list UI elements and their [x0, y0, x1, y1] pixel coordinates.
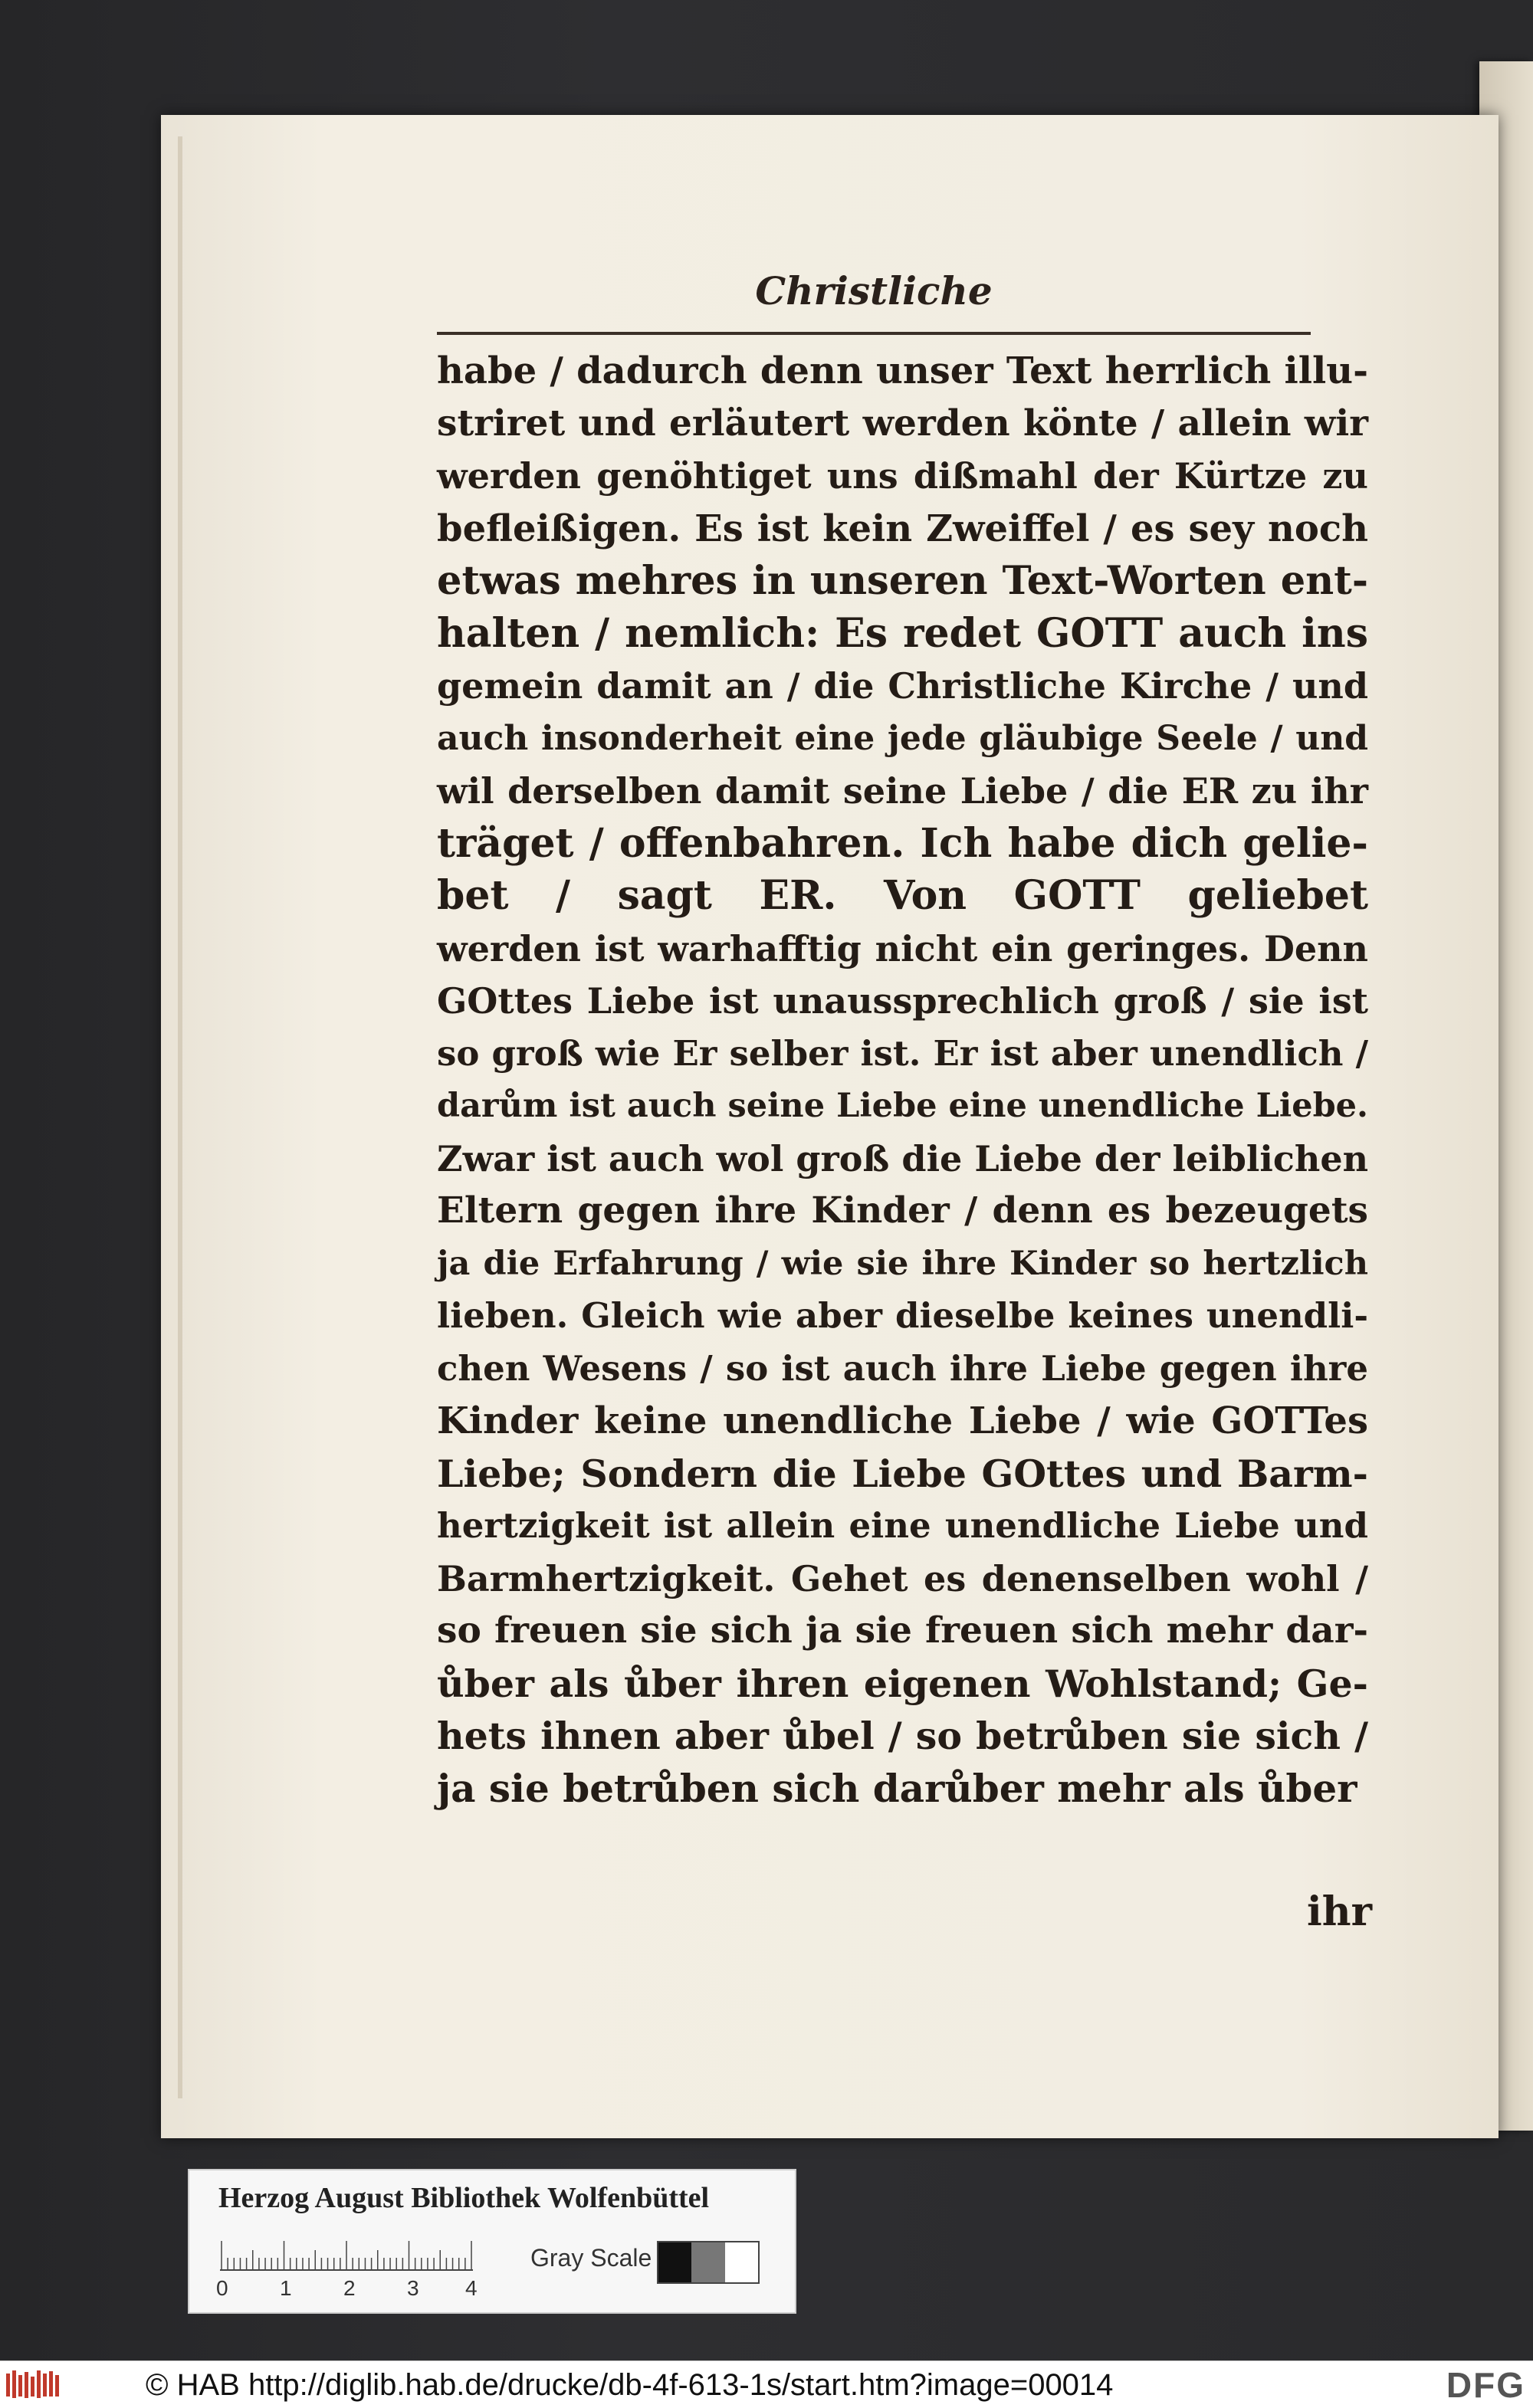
dfg-logo: DFG	[1446, 2365, 1525, 2405]
text-line: so freuen sie sich ja sie freuen sich mehr dar-	[437, 1609, 1368, 1652]
text-line: Eltern gegen ihre Kinder / denn es bezeugets	[437, 1189, 1368, 1232]
head-rule	[437, 332, 1311, 335]
text-line: striret und erläutert werden könte / allein wir	[437, 402, 1368, 445]
hab-logo-icon	[5, 2369, 66, 2401]
text-line: halten / nemlich: Es redet GOTT auch ins	[437, 609, 1368, 657]
gray-scale-label: Gray Scale	[530, 2244, 652, 2272]
gray-scale-swatch	[657, 2241, 760, 2284]
swatch-black	[658, 2242, 691, 2282]
text-line: ůber als ůber ihren eigenen Wohlstand; Ge-	[437, 1661, 1368, 1706]
text-line: chen Wesens / so ist auch ihre Liebe gegen ihre	[437, 1347, 1368, 1389]
text-line: werden ist warhafftig nicht ein geringes. Denn	[437, 927, 1368, 969]
swatch-gray	[691, 2242, 724, 2282]
text-line: bet / sagt ER. Von GOTT geliebet	[437, 872, 1368, 919]
running-head: Christliche	[755, 268, 993, 313]
swatch-white	[725, 2242, 758, 2282]
ruler-numbers	[216, 2276, 477, 2304]
text-line: hets ihnen aber ůbel / so betrůben sie sich /	[437, 1714, 1368, 1758]
text-line: Zwar ist auch wol groß die Liebe der leiblichen	[437, 1137, 1369, 1179]
ruler-number: 2	[343, 2276, 356, 2300]
ruler-number: 1	[280, 2276, 292, 2300]
ruler-number: 4	[465, 2276, 478, 2300]
page-gutter	[178, 136, 182, 2098]
color-calibration-bar	[188, 2169, 796, 2314]
text-line: gemein damit an / die Christliche Kirche / und	[437, 665, 1368, 707]
text-line: auch insonderheit eine jede gläubige Seele / und	[437, 718, 1368, 758]
text-line: ja die Erfahrung / wie sie ihre Kinder so hertzlich	[437, 1244, 1368, 1283]
text-line: lieben. Gleich wie aber dieselbe keines unendli-	[437, 1295, 1368, 1336]
text-line: so groß wie Er selber ist. Er ist aber unendlich /	[437, 1032, 1368, 1074]
text-line: wil derselben damit seine Liebe / die ER zu ihr	[437, 770, 1368, 812]
body-text	[437, 345, 1368, 1947]
text-line: werden genöhtiget uns dißmahl der Kürtze zu	[437, 455, 1368, 497]
footer-bar	[0, 2360, 1533, 2408]
text-line: Liebe; Sondern die Liebe GOttes und Barm-	[437, 1451, 1368, 1496]
footer-source-link[interactable]: © HAB http://diglib.hab.de/drucke/db-4f-613-1s/start.htm?image=00014	[146, 2368, 1114, 2402]
text-line: ja sie betrůben sich darůber mehr als ůber	[437, 1765, 1357, 1811]
institution-name: Herzog August Bibliothek Wolfenbüttel	[218, 2182, 710, 2214]
text-line: GOttes Liebe ist unaussprechlich groß / sie ist	[437, 980, 1368, 1022]
text-line: träget / offenbahren. Ich habe dich gelie-	[437, 819, 1368, 867]
ruler-number: 0	[216, 2276, 228, 2300]
text-line: Barmhertzigkeit. Gehet es denenselben wohl /	[437, 1557, 1368, 1599]
catchword: ihr	[1307, 1888, 1372, 1935]
ruler	[220, 2239, 473, 2273]
text-line: Kinder keine unendliche Liebe / wie GOTTes	[437, 1399, 1368, 1442]
text-line: hertzigkeit ist allein eine unendliche Liebe und	[437, 1505, 1368, 1546]
ruler-number: 3	[407, 2276, 419, 2300]
text-line: habe / dadurch denn unser Text herrlich illu-	[437, 349, 1368, 392]
text-line: befleißigen. Es ist kein Zweiffel / es sey noch	[437, 507, 1368, 550]
text-line: etwas mehres in unseren Text-Worten ent-	[437, 558, 1368, 604]
text-line: darům ist auch seine Liebe eine unendliche Liebe.	[437, 1087, 1368, 1125]
